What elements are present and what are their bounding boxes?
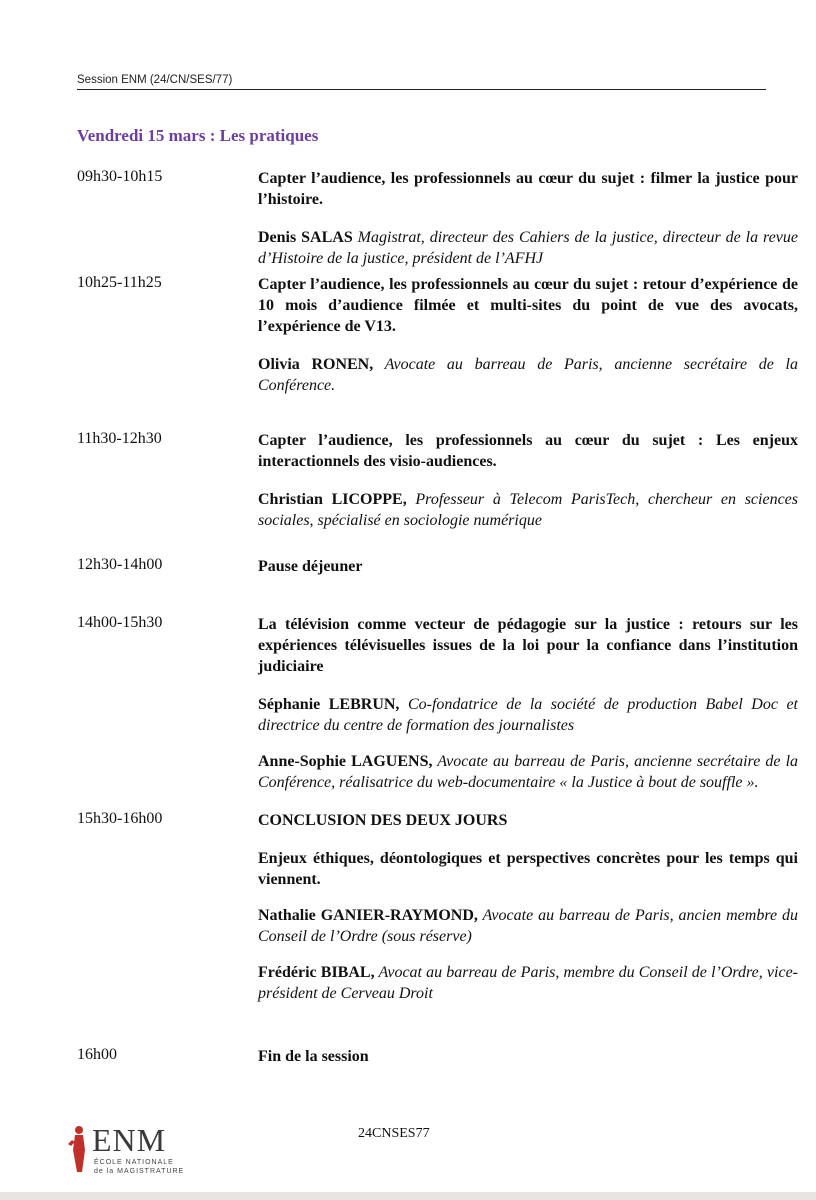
slot-time: 16h00	[77, 1046, 117, 1063]
slot-block	[258, 168, 798, 269]
slot-title: Capter l’audience, les professionnels au cœur du sujet : retour d’expérience de 10 mois d’audience filmée et multi-sites du point de vue des avocats, l’expérience de V13.	[258, 276, 798, 335]
slot-block	[258, 430, 798, 531]
speaker	[258, 905, 798, 947]
speaker-role: Avocate au barreau de Paris, ancienne secrétaire de la Conférence.	[258, 356, 799, 394]
speaker-role: Avocat au barreau de Paris, membre du Conseil de l’Ordre, vice-président de Cerveau Droit	[258, 964, 798, 1002]
logo-line1: ÉCOLE NATIONALE	[94, 1159, 174, 1166]
slot-time: 12h30-14h00	[77, 556, 163, 573]
speaker	[258, 694, 798, 736]
slot-time: 14h00-15h30	[77, 614, 163, 631]
day-title: Vendredi 15 mars : Les pratiques	[77, 126, 319, 145]
slot-title: Capter l’audience, les professionnels au cœur du sujet : filmer la justice pour l’histoire.	[258, 170, 798, 208]
slot-title: Capter l’audience, les professionnels au cœur du sujet : Les enjeux interactionnels des visio-audiences.	[258, 432, 798, 470]
slot-time: 11h30-12h30	[77, 430, 162, 447]
speaker	[258, 227, 798, 269]
speaker-name: Anne-Sophie LAGUENS,	[258, 753, 433, 770]
speaker-name: Christian LICOPPE,	[258, 491, 407, 508]
slot-title: Fin de la session	[258, 1048, 369, 1065]
speaker	[258, 489, 798, 531]
slot-block	[258, 556, 798, 577]
speaker-role: Avocate au barreau de Paris, ancienne secrétaire de la Conférence, réalisatrice du web-documentaire « la Justice à bout de souffle ».	[258, 753, 799, 791]
speaker-role: Professeur à Telecom ParisTech, chercheur en sciences sociales, spécialisé en sociologie numérique	[258, 491, 799, 529]
justice-figure-icon	[68, 1124, 90, 1174]
speaker-name: Séphanie LEBRUN,	[258, 696, 400, 713]
speaker-name: Olivia RONEN,	[258, 356, 374, 373]
speaker	[258, 962, 798, 1004]
header-rule	[77, 89, 766, 90]
logo-name: ENM	[92, 1122, 167, 1158]
bottom-edge	[0, 1192, 816, 1200]
slot-block	[258, 1046, 798, 1067]
slot-block	[258, 810, 798, 1004]
speaker-role: Magistrat, directeur des Cahiers de la justice, directeur de la revue d’Histoire de la justice, président de l’AFHJ	[258, 229, 798, 267]
header-session: Session ENM (24/CN/SES/77)	[77, 74, 233, 86]
slot-block	[258, 274, 798, 396]
slot-time: 09h30-10h15	[77, 168, 163, 185]
speaker-name: Nathalie GANIER-RAYMOND,	[258, 907, 478, 924]
speaker	[258, 751, 798, 793]
slot-time: 10h25-11h25	[77, 274, 162, 291]
footer-code: 24CNSES77	[358, 1126, 430, 1141]
speaker-role: Co-fondatrice de la société de production Babel Doc et directrice du centre de formation des journalistes	[258, 696, 799, 734]
speaker-role: Avocate au barreau de Paris, ancien membre du Conseil de l’Ordre (sous réserve)	[258, 907, 798, 945]
slot-title: La télévision comme vecteur de pédagogie sur la justice : retours sur les expériences télévisuelles issues de la loi pour la confiance dans l’institution judiciaire	[258, 616, 798, 675]
enm-logo	[68, 1122, 238, 1177]
speaker	[258, 354, 798, 396]
logo-line2: de la MAGISTRATURE	[94, 1168, 185, 1175]
speaker-name: Frédéric BIBAL,	[258, 964, 375, 981]
slot-block	[258, 614, 798, 793]
slot-title: CONCLUSION DES DEUX JOURS	[258, 812, 508, 829]
slot-subtitle: Enjeux éthiques, déontologiques et perspectives concrètes pour les temps qui viennent.	[258, 850, 798, 888]
slot-time: 15h30-16h00	[77, 810, 163, 827]
slot-title: Pause déjeuner	[258, 558, 363, 575]
speaker-name: Denis SALAS	[258, 229, 353, 246]
